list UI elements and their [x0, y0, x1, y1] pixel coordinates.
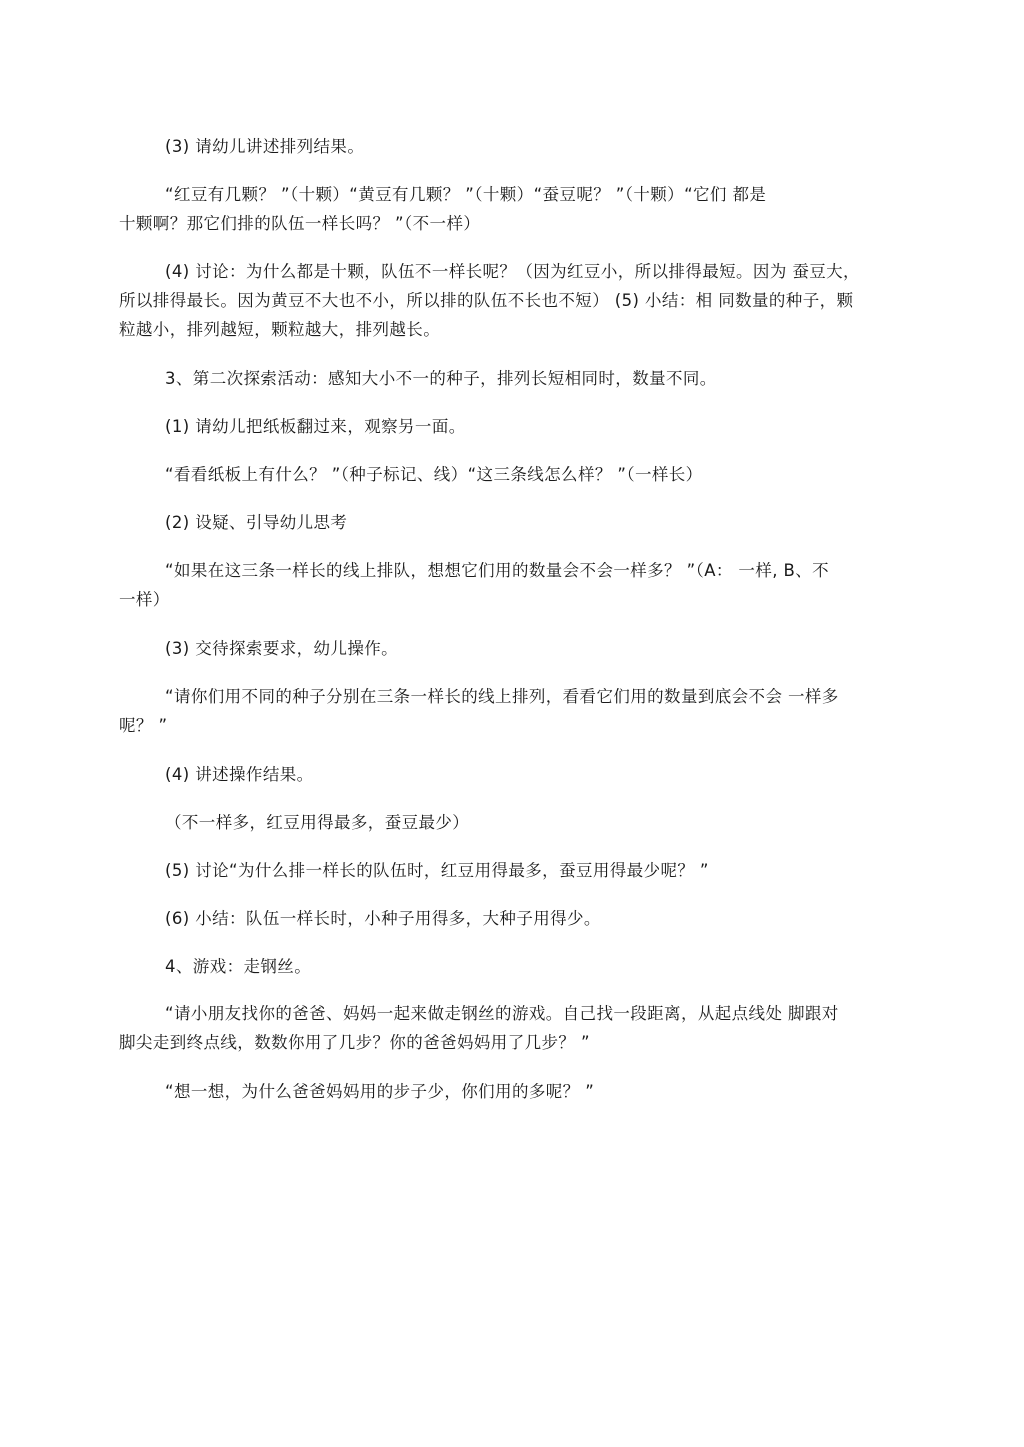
text-line: “红豆有几颗？ ”（十颗）“黄豆有几颗？ ”（十颗）“蚕豆呢？ ”（十颗）“它们 都是 [165, 185, 767, 204]
paragraph-game-question [119, 1077, 919, 1106]
paragraph-game-dialogue [119, 999, 919, 1057]
text-line: 脚尖走到终点线，数数你用了几步？你的爸爸妈妈用了几步？ ” [119, 1033, 590, 1052]
text-line: 所以排得最长。因为黄豆不大也不小，所以排的队伍不长也不短） (5) 小结：相 同数量的种子，颗 [119, 291, 854, 310]
text-line: (6) 小结：队伍一样长时，小种子用得多，大种子用得少。 [165, 909, 601, 928]
text-line: “看看纸板上有什么？ ”（种子标记、线）“这三条线怎么样？ ”（一样长） [165, 465, 703, 484]
text-line: 粒越小，排列越短，颗粒越大，排列越长。 [119, 320, 441, 339]
paragraph-board-dialogue [119, 460, 919, 489]
text-line: (3) 交待探索要求，幼儿操作。 [165, 639, 399, 658]
text-line: “请小朋友找你的爸爸、妈妈一起来做走钢丝的游戏。自己找一段距离，从起点线处 脚跟对 [165, 1004, 839, 1023]
paragraph-step3-narrate [119, 132, 919, 161]
text-line: （不一样多，红豆用得最多，蚕豆最少） [165, 813, 470, 832]
paragraph-step4-discussion [119, 257, 919, 344]
paragraph-section4-heading [119, 952, 919, 981]
paragraph-bean-count-dialogue [119, 180, 919, 238]
paragraph-result-answer [119, 808, 919, 837]
text-line: (3) 请幼儿讲述排列结果。 [165, 137, 365, 156]
text-line: (4) 讲述操作结果。 [165, 765, 314, 784]
text-line: “如果在这三条一样长的线上排队，想想它们用的数量会不会一样多？ ”（A： 一样, B、不 [165, 561, 830, 580]
paragraph-pose-question [119, 508, 919, 537]
text-line: 4、游戏：走钢丝。 [165, 957, 312, 976]
paragraph-step6-summary [119, 904, 919, 933]
paragraph-flip-board [119, 412, 919, 441]
text-line: 呢？ ” [119, 716, 168, 735]
paragraph-section3-heading [119, 364, 919, 393]
paragraph-explain-task [119, 634, 919, 663]
text-line: “请你们用不同的种子分别在三条一样长的线上排列，看看它们用的数量到底会不会 一样多 [165, 687, 839, 706]
text-line: “想一想，为什么爸爸妈妈用的步子少，你们用的多呢？ ” [165, 1082, 595, 1101]
text-line: (5) 讨论“为什么排一样长的队伍时，红豆用得最多，蚕豆用得最少呢？ ” [165, 861, 709, 880]
text-line: (1) 请幼儿把纸板翻过来，观察另一面。 [165, 417, 466, 436]
paragraph-task-dialogue [119, 682, 919, 740]
paragraph-step5-discussion [119, 856, 919, 885]
text-line: (2) 设疑、引导幼儿思考 [165, 513, 348, 532]
text-line: (4) 讨论：为什么都是十颗，队伍不一样长呢？（因为红豆小，所以排得最短。因为 蚕豆大， [165, 262, 860, 281]
text-line: 十颗啊？那它们排的队伍一样长吗？ ”（不一样） [119, 214, 481, 233]
paragraph-report-result [119, 760, 919, 789]
text-line: 一样） [119, 590, 170, 609]
paragraph-line-question [119, 556, 919, 614]
text-line: 3、第二次探索活动：感知大小不一的种子，排列长短相同时，数量不同。 [165, 369, 717, 388]
